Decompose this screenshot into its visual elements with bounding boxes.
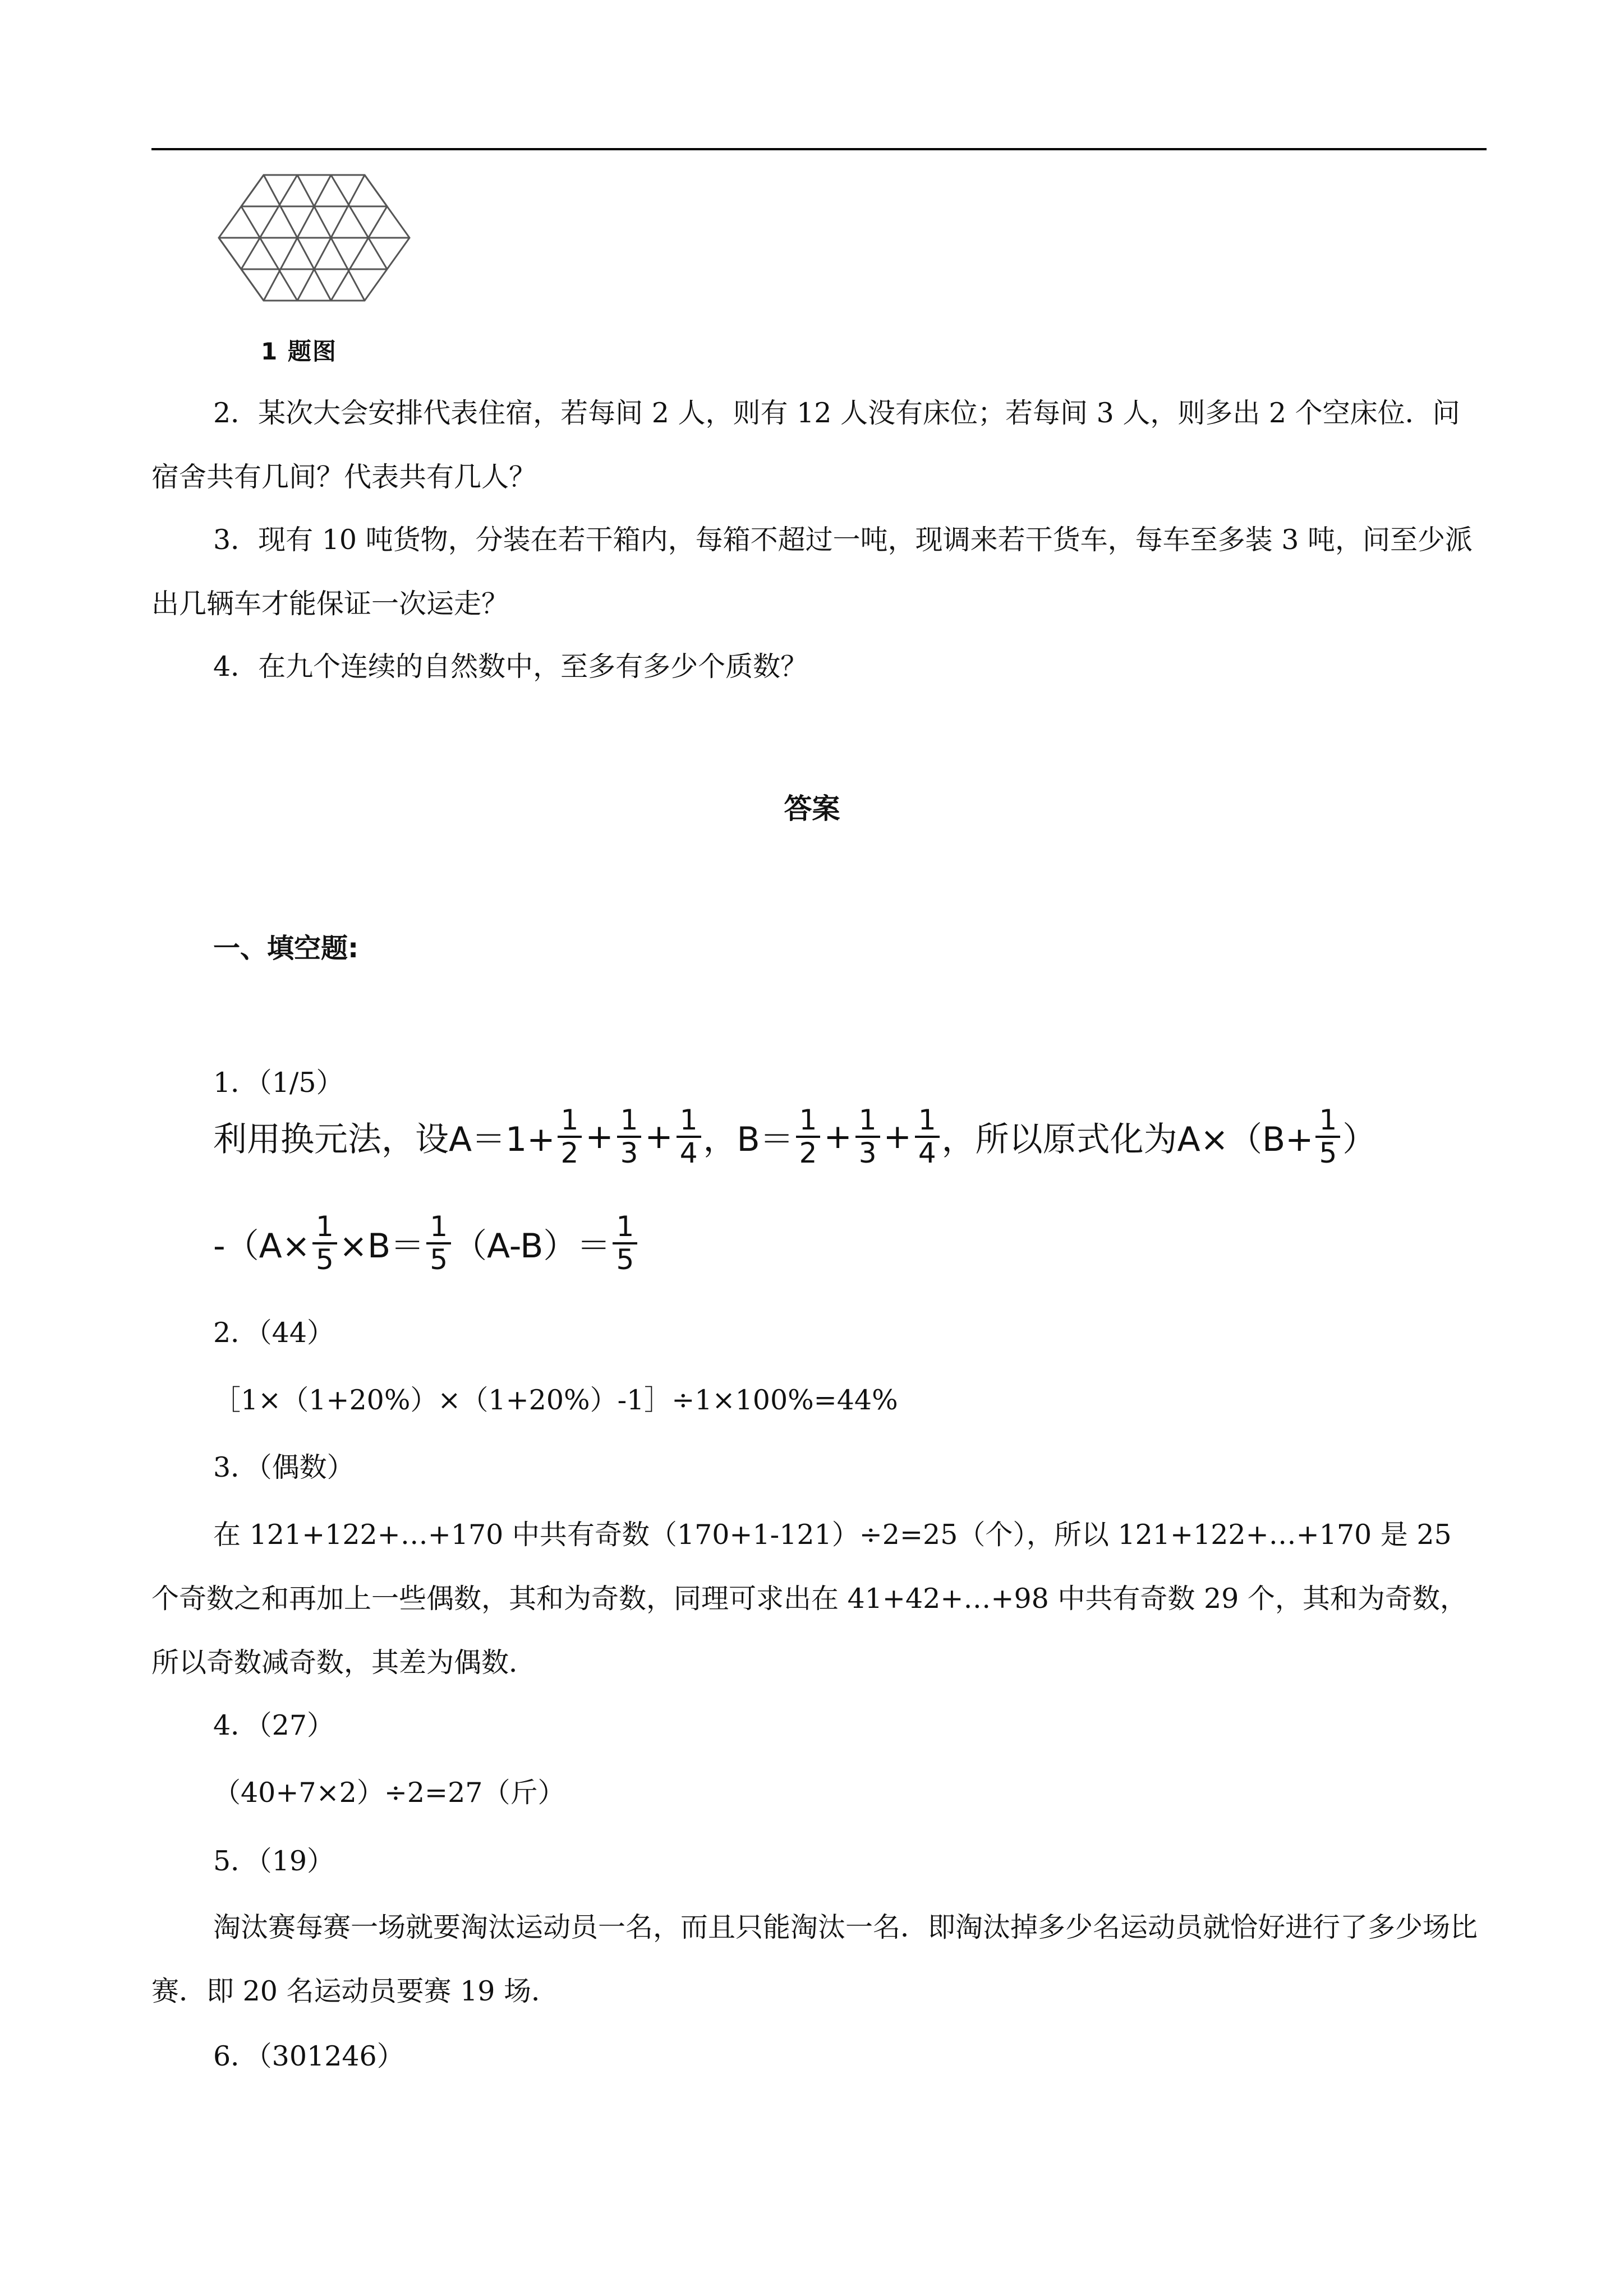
answer-4-solution: （40+7×2）÷2=27（斤） bbox=[213, 1777, 565, 1809]
fraction: $\frac{1}{2}$ bbox=[796, 1105, 821, 1169]
answer-2-solution: ［1×（1+20%）×（1+20%）-1］÷1×100%=44% bbox=[213, 1384, 898, 1416]
answer-3-label: 3．（偶数） bbox=[213, 1451, 355, 1483]
answer-5-solution: 淘汰赛每赛一场就要淘汰运动员一名，而且只能淘汰一名．即淘汰掉多少名运动员就恰好进行了多少场比赛．即 20 名运动员要赛 19 场． bbox=[151, 1911, 1478, 2007]
header-rule bbox=[151, 148, 1487, 150]
answer-2-label: 2．（44） bbox=[213, 1317, 335, 1349]
fraction: $\frac{1}{5}$ bbox=[312, 1211, 337, 1275]
fraction: $\frac{1}{5}$ bbox=[1315, 1105, 1340, 1169]
answer-4-label: 4．（27） bbox=[213, 1709, 335, 1741]
fraction: $\frac{1}{5}$ bbox=[426, 1211, 451, 1275]
fraction: $\frac{1}{5}$ bbox=[613, 1211, 637, 1275]
fraction: $\frac{1}{4}$ bbox=[915, 1105, 940, 1169]
figure-caption: 1 题图 bbox=[261, 338, 337, 365]
answer-1-label: 1．（1/5） bbox=[213, 1067, 344, 1099]
formula-line-1: 利用换元法，设A＝1+ $\frac{1}{2}$ + $\frac{1}{3}$ + $\frac{1}{4}$ ，B＝ $\frac{1}{2}$ + $\frac{1}{3}$ + $\frac{1}{4}$ ，所以原式化为A×（B+ $\frac{1}{5}$ ） bbox=[213, 1104, 1377, 1169]
fraction: $\frac{1}{3}$ bbox=[617, 1105, 642, 1169]
question-2: 2．某次大会安排代表住宿，若每间 2 人，则有 12 人没有床位；若每间 3 人，则多出 2 个空床位．问宿舍共有几间？代表共有几人？ bbox=[151, 397, 1460, 493]
section-fill-blank: 一、填空题: bbox=[213, 933, 359, 964]
triangle-grid-figure bbox=[213, 170, 415, 305]
answers-title: 答案 bbox=[784, 792, 840, 825]
fraction: $\frac{1}{3}$ bbox=[855, 1105, 880, 1169]
answer-3-solution: 在 121+122+…+170 中共有奇数（170+1-121）÷2=25（个），所以 121+122+…+170 是 25 个奇数之和再加上一些偶数，其和为奇数，同理可求出在 41+42+…+98 中共有奇数 29 个，其和为奇数，所以奇数减奇数，其差为偶数． bbox=[151, 1519, 1467, 1679]
formula-line-2: -（A× $\frac{1}{5}$ ×B＝ $\frac{1}{5}$ （A-B）＝ $\frac{1}{5}$ bbox=[213, 1211, 640, 1275]
question-3: 3．现有 10 吨货物，分装在若干箱内，每箱不超过一吨，现调来若干货车，每车至多装 3 吨，问至少派出几辆车才能保证一次运走？ bbox=[151, 524, 1473, 620]
fraction: $\frac{1}{4}$ bbox=[677, 1105, 701, 1169]
answer-5-label: 5．（19） bbox=[213, 1845, 335, 1877]
answer-6-label: 6．（301246） bbox=[213, 2040, 404, 2072]
fraction: $\frac{1}{2}$ bbox=[558, 1105, 582, 1169]
question-4: 4．在九个连续的自然数中，至多有多少个质数？ bbox=[213, 651, 808, 683]
